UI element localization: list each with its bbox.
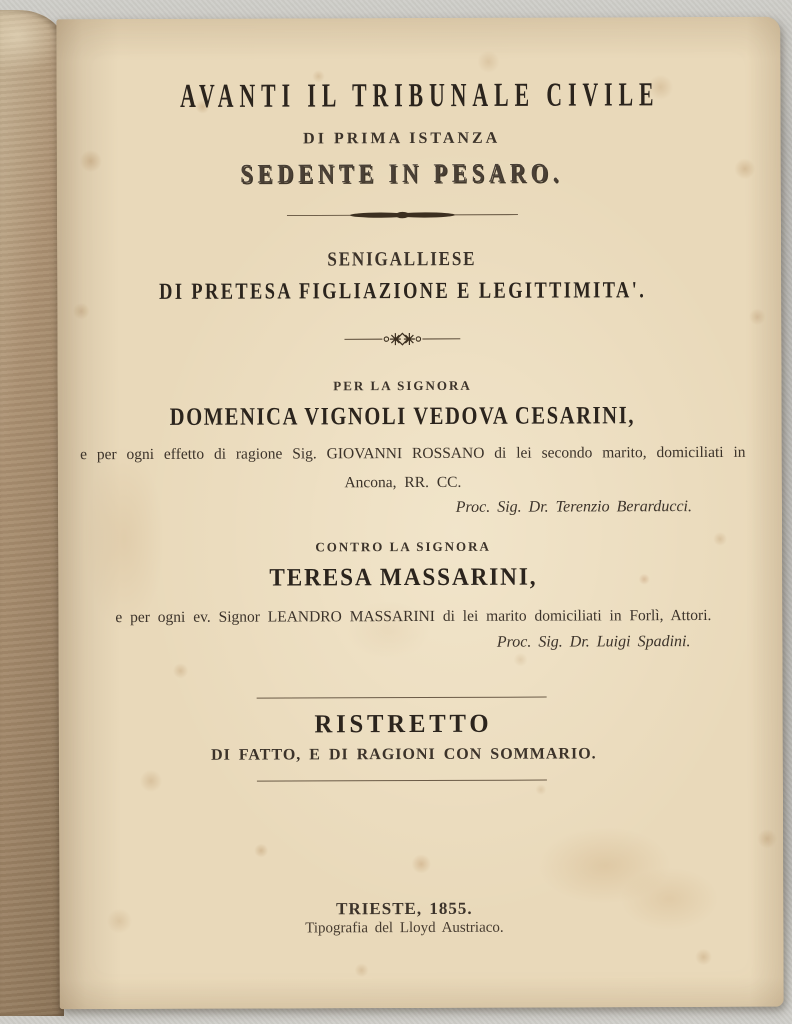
cause-name-text: SENIGALLIESE — [327, 248, 477, 271]
court-title — [56, 77, 746, 116]
plaintiff-procurator: Proc. Sig. Dr. Terenzio Berarducci. — [455, 498, 693, 516]
plaintiff-name-text: DOMENICA VIGNOLI VEDOVA CESARINI, — [169, 402, 636, 431]
title-page — [56, 17, 783, 1010]
plaintiff-name — [58, 402, 748, 432]
floret-diamond-divider-icon — [57, 329, 747, 349]
plaintiff-intro: PER LA SIGNORA — [333, 377, 472, 394]
court-seat-text: SEDENTE IN PESARO. — [240, 157, 564, 189]
plaintiff-detail-line2: Ancona, RR. CC. — [344, 473, 462, 492]
court-instance: DI PRIMA ISTANZA — [303, 129, 501, 148]
defendant-procurator: Proc. Sig. Dr. Luigi Spadini. — [496, 633, 691, 651]
summary-bottom-rule — [257, 780, 547, 782]
summary-title — [59, 708, 749, 740]
cause-subject-text: DI PRETESA FIGLIAZIONE E LEGITTIMITA'. — [158, 277, 646, 304]
imprint-city-year: TRIESTE, 1855. — [336, 898, 473, 919]
swelled-rule-divider-icon — [57, 207, 747, 227]
defendant-name — [58, 563, 748, 593]
book-cover-edge — [0, 10, 64, 1016]
cause-name — [57, 248, 747, 272]
cause-subject — [57, 277, 747, 305]
summary-title-text: RISTRETTO — [314, 708, 493, 739]
defendant-name-text: TERESA MASSARINI, — [269, 563, 538, 592]
court-title-text: AVANTI IL TRIBUNALE CIVILE — [179, 76, 660, 116]
defendant-detail-line1: e per ogni ev. Signor LEANDRO MASSARINI di lei marito domiciliati in Forlì, Attori. — [115, 606, 712, 627]
court-seat — [57, 157, 747, 190]
defendant-intro: CONTRO LA SIGNORA — [315, 538, 491, 555]
summary-top-rule — [257, 697, 547, 699]
plaintiff-detail-line1: e per ogni effetto di ragione Sig. GIOVANNI ROSSANO di lei secondo marito, domiciliati in — [80, 443, 746, 464]
imprint-printer: Tipografia del Lloyd Austriaco. — [305, 919, 504, 937]
summary-subtitle: DI FATTO, E DI RAGIONI CON SOMMARIO. — [211, 745, 597, 764]
